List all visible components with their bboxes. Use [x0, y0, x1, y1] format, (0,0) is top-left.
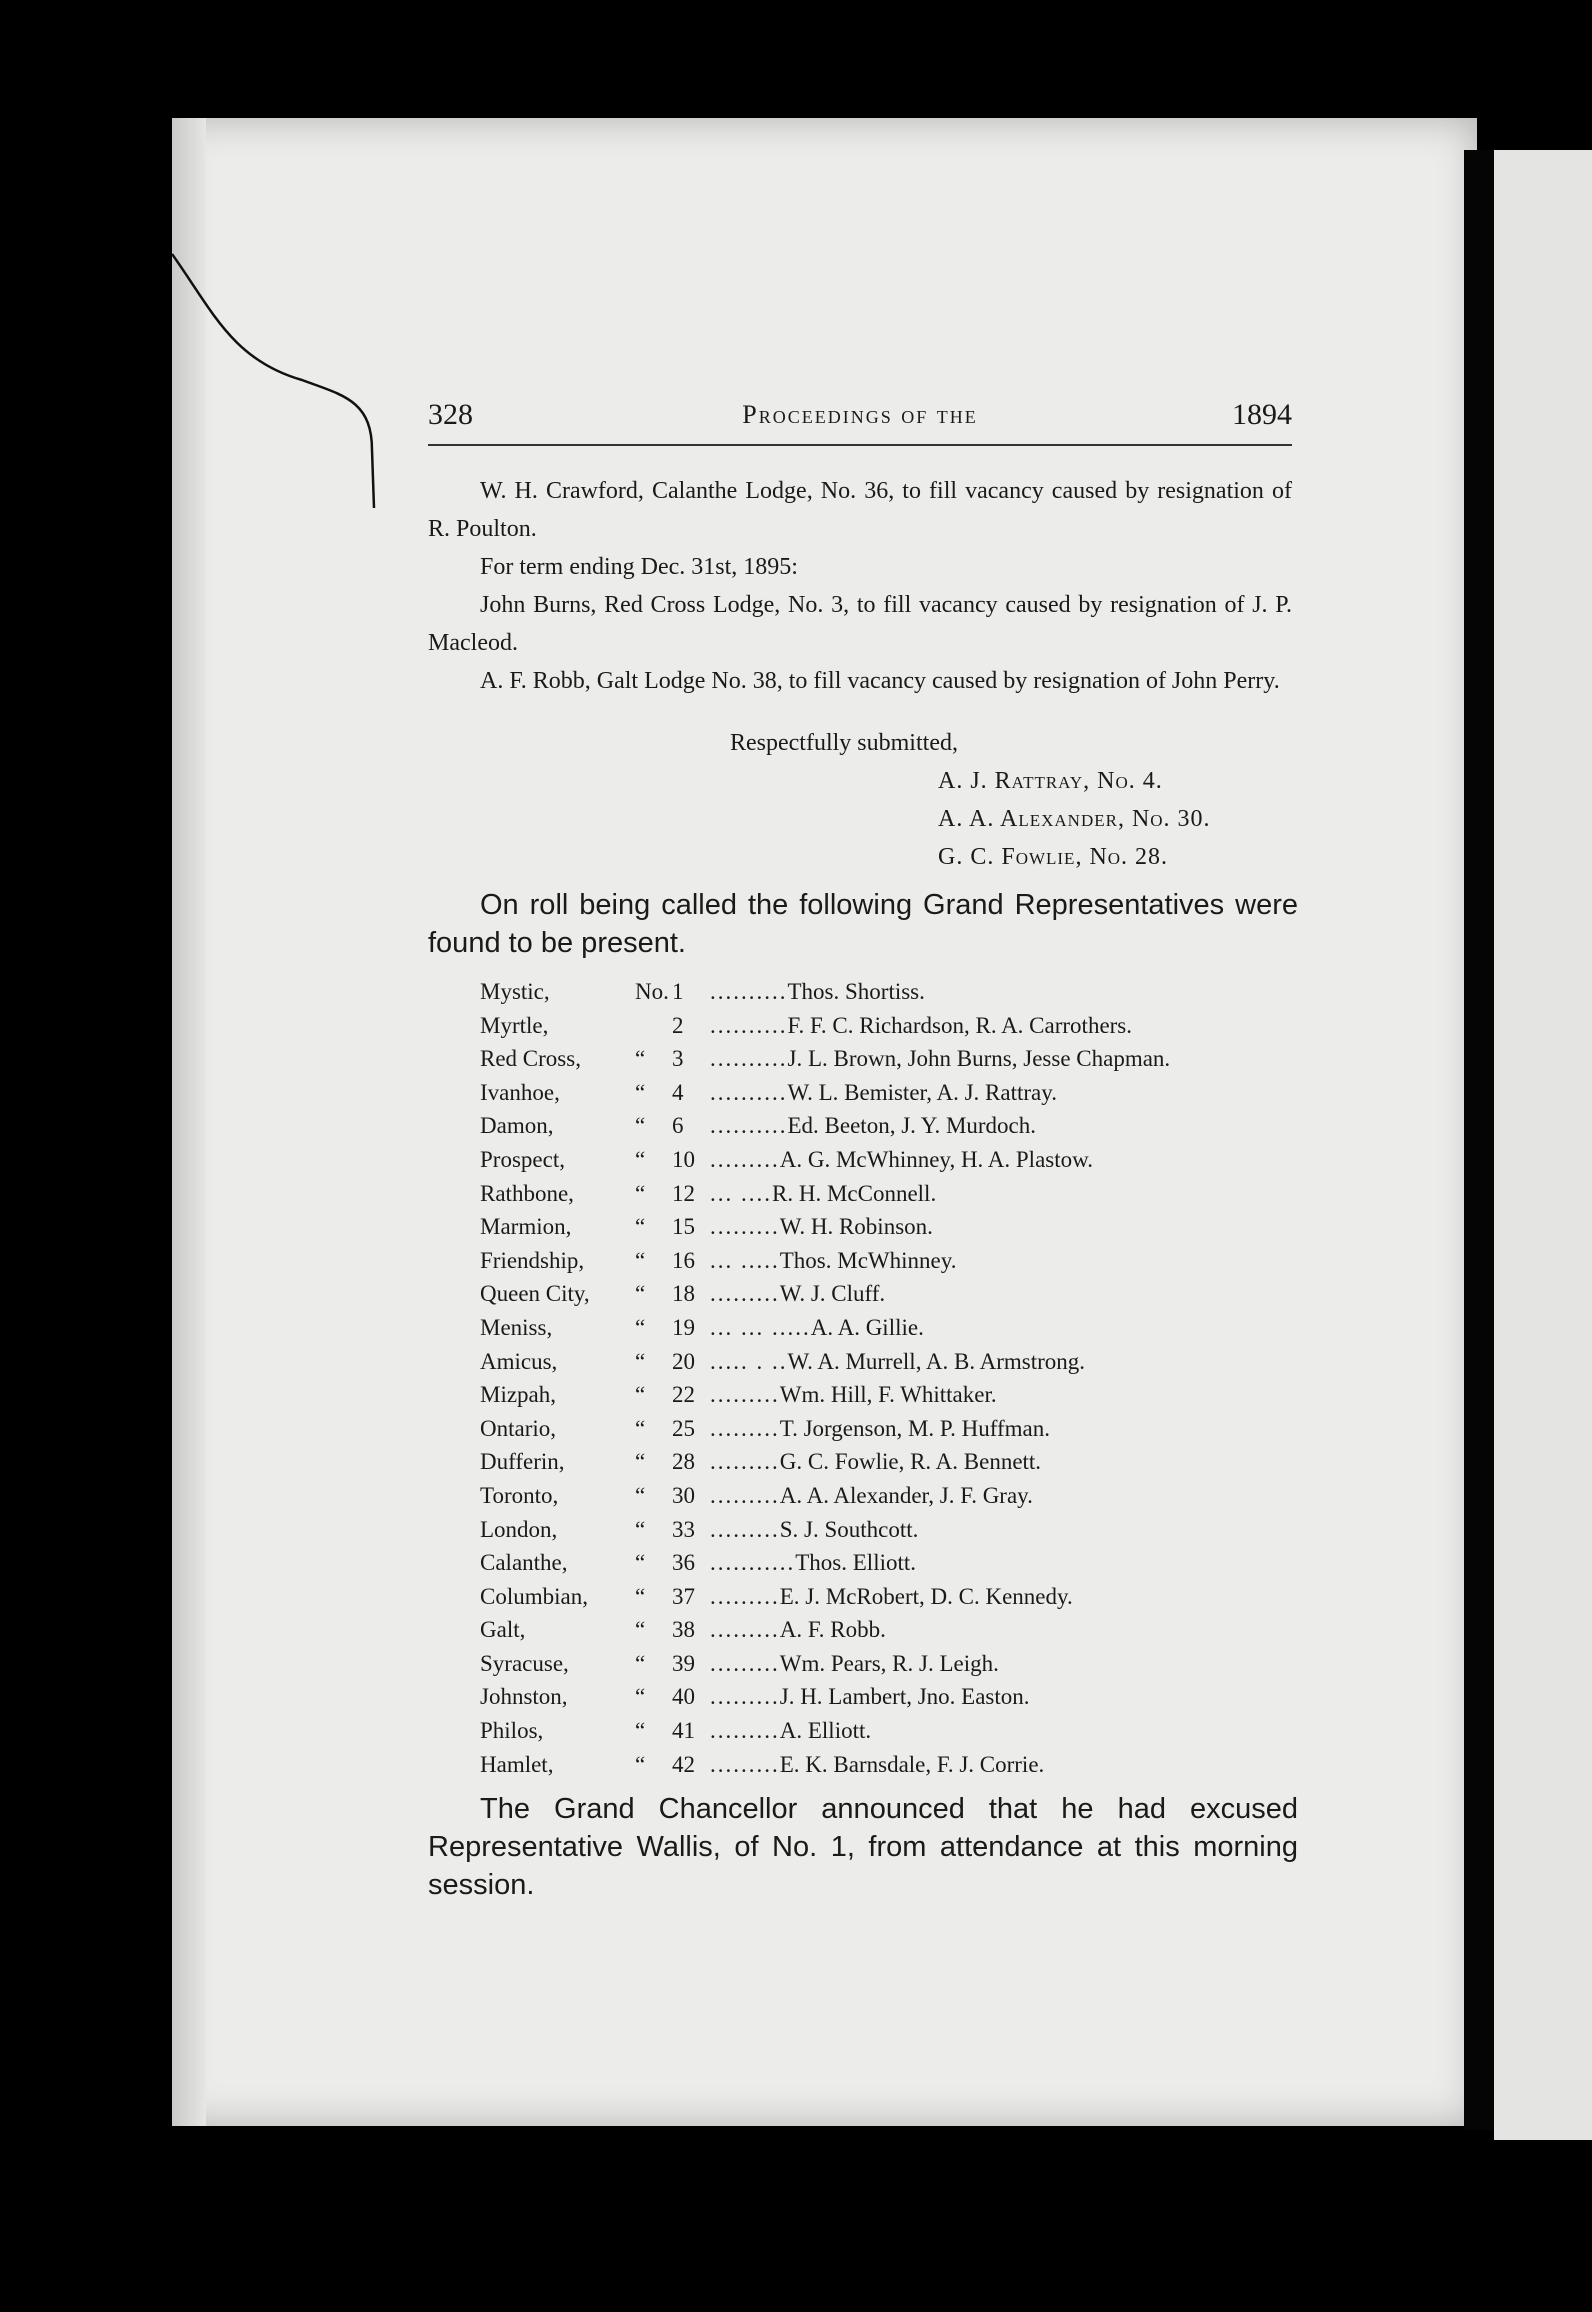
representative-names: A. A. Alexander, J. F. Gray. [779, 1482, 1033, 1508]
roll-row [480, 1613, 1300, 1647]
lodge-number: 6 [672, 1113, 684, 1139]
representatives [710, 1613, 886, 1647]
roll-row [480, 1177, 1300, 1211]
leader-dots: ......... [710, 1482, 780, 1508]
roll-row [480, 1109, 1300, 1143]
representative-names: Wm. Pears, R. J. Leigh. [779, 1650, 999, 1676]
number-label: “ [635, 1583, 646, 1609]
representatives [710, 1580, 1073, 1614]
representative-names: F. F. C. Richardson, R. A. Carrothers. [787, 1012, 1133, 1038]
representatives [710, 1143, 1093, 1177]
lodge-number: 30 [672, 1482, 695, 1508]
representative-names: A. G. McWhinney, H. A. Plastow. [779, 1146, 1093, 1172]
number-label: “ [635, 1684, 646, 1710]
lodge-number: 33 [672, 1516, 695, 1542]
appointment-robb: A. F. Robb, Galt Lodge No. 38, to fill vacancy caused by resignation of John Perry. [480, 668, 1280, 694]
representatives [710, 1311, 924, 1345]
representative-names: R. H. McConnell. [772, 1180, 937, 1206]
representative-names: W. L. Bemister, A. J. Rattray. [787, 1079, 1058, 1105]
lodge-name: Galt, [480, 1617, 526, 1643]
lodge-number: 3 [672, 1046, 684, 1072]
representative-names: S. J. Southcott. [779, 1516, 919, 1542]
leader-dots: ......... [710, 1281, 780, 1307]
representatives [710, 1513, 918, 1547]
book-spine [1464, 150, 1494, 2130]
representatives [710, 1546, 916, 1580]
roll-row [480, 1210, 1300, 1244]
leader-dots: .......... [710, 979, 788, 1004]
representative-names: E. K. Barnsdale, F. J. Corrie. [779, 1751, 1045, 1777]
representative-names: Thos. Shortiss. [787, 979, 925, 1004]
roll-call-intro: On roll being called the following Grand Representatives were found to be present. [428, 889, 1298, 959]
number-label: “ [635, 1550, 646, 1576]
running-header [428, 398, 1292, 446]
lodge-name: Damon, [480, 1113, 554, 1139]
leader-dots: ......... [710, 1516, 780, 1542]
lodge-number: 28 [672, 1449, 695, 1475]
lodge-number: 40 [672, 1684, 695, 1710]
appointment-crawford: W. H. Crawford, Calanthe Lodge, No. 36, to fill vacancy caused by resignation of R. Poulton. [428, 478, 1292, 542]
number-label: “ [635, 1281, 646, 1307]
number-label: “ [635, 1079, 646, 1105]
representative-names: W. J. Cluff. [779, 1281, 886, 1307]
lodge-number: 22 [672, 1382, 695, 1408]
representative-names: E. J. McRobert, D. C. Kennedy. [779, 1583, 1073, 1609]
running-title: Proceedings of the [742, 400, 978, 429]
leader-dots: .......... [710, 1079, 788, 1105]
representative-names: W. A. Murrell, A. B. Armstrong. [787, 1348, 1086, 1374]
number-label: “ [635, 1348, 646, 1374]
leader-dots: ... ..... [710, 1247, 780, 1273]
lodge-number: 4 [672, 1079, 684, 1105]
lodge-name: Amicus, [480, 1348, 558, 1374]
roll-row [480, 1042, 1300, 1076]
leader-dots: ......... [710, 1583, 780, 1609]
number-label: “ [635, 1214, 646, 1240]
signer-3: G. C. Fowlie, No. 28. [938, 844, 1169, 870]
leader-dots: ..... . .. [710, 1348, 788, 1374]
representatives [710, 1076, 1057, 1110]
leader-dots: ......... [710, 1617, 780, 1643]
pen-scribble-mark [172, 250, 412, 510]
number-label: “ [635, 1751, 646, 1777]
roll-row [480, 1244, 1300, 1278]
representatives [710, 1378, 997, 1412]
representatives [710, 1277, 885, 1311]
roll-row [480, 1546, 1300, 1580]
lodge-number: 20 [672, 1348, 695, 1374]
lodge-name: Red Cross, [480, 1046, 581, 1072]
leader-dots: .......... [710, 1012, 788, 1038]
representatives [710, 1177, 936, 1211]
number-label: “ [635, 1617, 646, 1643]
representative-names: W. H. Robinson. [779, 1214, 933, 1240]
representatives [710, 1042, 1170, 1076]
roll-row [480, 1076, 1300, 1110]
lodge-name: London, [480, 1516, 558, 1542]
closing-paragraph: The Grand Chancellor announced that he had excused Representative Wallis, of No. 1, from attendance at this morning session. [428, 1793, 1298, 1901]
representative-names: Wm. Hill, F. Whittaker. [779, 1382, 997, 1408]
roll-row [480, 975, 1300, 1009]
number-label: “ [635, 1449, 646, 1475]
leader-dots: .......... [710, 1046, 788, 1072]
representatives [710, 1714, 871, 1748]
number-label: “ [635, 1146, 646, 1172]
number-label: “ [635, 1314, 646, 1340]
representatives [710, 975, 925, 1009]
lodge-number: 25 [672, 1415, 695, 1441]
leader-dots: .......... [710, 1113, 788, 1139]
leader-dots: ... ... ..... [710, 1314, 811, 1340]
signer-2: A. A. Alexander, No. 30. [938, 806, 1211, 832]
leader-dots: ......... [710, 1718, 780, 1744]
facing-page-edge [1494, 150, 1592, 2140]
signer-1: A. J. Rattray, No. 4. [938, 768, 1163, 794]
lodge-number: 1 [672, 979, 684, 1004]
lodge-number: 19 [672, 1314, 695, 1340]
representative-names: Thos. McWhinney. [779, 1247, 957, 1273]
lodge-name: Calanthe, [480, 1550, 568, 1576]
lodge-number: 42 [672, 1751, 695, 1777]
representatives [710, 1647, 999, 1681]
leader-dots: ......... [710, 1751, 780, 1777]
lodge-number: 15 [672, 1214, 695, 1240]
number-label: “ [635, 1415, 646, 1441]
representative-names: Thos. Elliott. [795, 1550, 916, 1576]
lodge-number: 16 [672, 1247, 695, 1273]
roll-call-list [480, 975, 1300, 1781]
lodge-name: Philos, [480, 1718, 544, 1744]
roll-row [480, 1513, 1300, 1547]
lodge-name: Syracuse, [480, 1650, 569, 1676]
roll-row [480, 1378, 1300, 1412]
roll-row [480, 1647, 1300, 1681]
leader-dots: ......... [710, 1415, 780, 1441]
number-label: “ [635, 1046, 646, 1072]
lodge-name: Ontario, [480, 1415, 557, 1441]
representatives [710, 1412, 1050, 1446]
lodge-name: Toronto, [480, 1482, 559, 1508]
roll-row [480, 1311, 1300, 1345]
lodge-name: Myrtle, [480, 1012, 549, 1038]
leader-dots: ........... [710, 1550, 796, 1576]
appointment-burns: John Burns, Red Cross Lodge, No. 3, to fill vacancy caused by resignation of J. P. Macleod. [428, 592, 1292, 656]
term-ending-line: For term ending Dec. 31st, 1895: [480, 554, 798, 580]
roll-row [480, 1009, 1300, 1043]
number-label: “ [635, 1650, 646, 1676]
lodge-name: Rathbone, [480, 1180, 574, 1206]
representatives [710, 1244, 956, 1278]
roll-row [480, 1479, 1300, 1513]
header-year: 1894 [1232, 398, 1292, 431]
representative-names: G. C. Fowlie, R. A. Bennett. [779, 1449, 1042, 1475]
lodge-name: Mystic, [480, 979, 550, 1004]
representatives [710, 1109, 1036, 1143]
lodge-name: Hamlet, [480, 1751, 554, 1777]
signature-closing: Respectfully submitted, [730, 730, 958, 756]
lodge-name: Mizpah, [480, 1382, 557, 1408]
lodge-name: Dufferin, [480, 1449, 565, 1475]
number-label: “ [635, 1516, 646, 1542]
roll-row [480, 1143, 1300, 1177]
number-label: “ [635, 1718, 646, 1744]
leader-dots: ......... [710, 1449, 780, 1475]
leader-dots: ... .... [710, 1180, 772, 1206]
lodge-name: Friendship, [480, 1247, 585, 1273]
lodge-name: Marmion, [480, 1214, 572, 1240]
representatives [710, 1210, 933, 1244]
lodge-name: Meniss, [480, 1314, 553, 1340]
lodge-number: 12 [672, 1180, 695, 1206]
representatives [710, 1680, 1030, 1714]
lodge-number: 41 [672, 1718, 695, 1744]
roll-row [480, 1277, 1300, 1311]
leader-dots: ......... [710, 1146, 780, 1172]
page-number: 328 [428, 398, 473, 431]
lodge-name: Johnston, [480, 1684, 568, 1710]
representative-names: T. Jorgenson, M. P. Huffman. [779, 1415, 1050, 1441]
leader-dots: ......... [710, 1684, 780, 1710]
lodge-name: Queen City, [480, 1281, 590, 1307]
lodge-number: 18 [672, 1281, 695, 1307]
leader-dots: ......... [710, 1650, 780, 1676]
number-label: “ [635, 1482, 646, 1508]
representatives [710, 1445, 1041, 1479]
roll-row [480, 1580, 1300, 1614]
representatives [710, 1479, 1033, 1513]
number-label: “ [635, 1180, 646, 1206]
number-label: “ [635, 1113, 646, 1139]
leader-dots: ......... [710, 1382, 780, 1408]
lodge-name: Prospect, [480, 1146, 565, 1172]
representatives [710, 1345, 1085, 1379]
lodge-number: 10 [672, 1146, 695, 1172]
representative-names: A. F. Robb. [779, 1617, 886, 1643]
number-label: “ [635, 1382, 646, 1408]
lodge-number: 39 [672, 1650, 695, 1676]
representative-names: Ed. Beeton, J. Y. Murdoch. [787, 1113, 1037, 1139]
leader-dots: ......... [710, 1214, 780, 1240]
roll-row [480, 1714, 1300, 1748]
roll-row [480, 1748, 1300, 1782]
representative-names: A. Elliott. [779, 1718, 872, 1744]
number-label: “ [635, 1247, 646, 1273]
number-label: No. [635, 979, 669, 1004]
representative-names: A. A. Gillie. [810, 1314, 924, 1340]
roll-row [480, 1412, 1300, 1446]
roll-row [480, 1680, 1300, 1714]
roll-row [480, 1445, 1300, 1479]
roll-row [480, 1345, 1300, 1379]
lodge-name: Ivanhoe, [480, 1079, 560, 1105]
lodge-number: 38 [672, 1617, 695, 1643]
representative-names: J. H. Lambert, Jno. Easton. [779, 1684, 1030, 1710]
lodge-number: 2 [672, 1012, 684, 1038]
representatives [710, 1748, 1044, 1782]
lodge-number: 36 [672, 1550, 695, 1576]
representative-names: J. L. Brown, John Burns, Jesse Chapman. [787, 1046, 1171, 1072]
lodge-name: Columbian, [480, 1583, 588, 1609]
representatives [710, 1009, 1132, 1043]
lodge-number: 37 [672, 1583, 695, 1609]
